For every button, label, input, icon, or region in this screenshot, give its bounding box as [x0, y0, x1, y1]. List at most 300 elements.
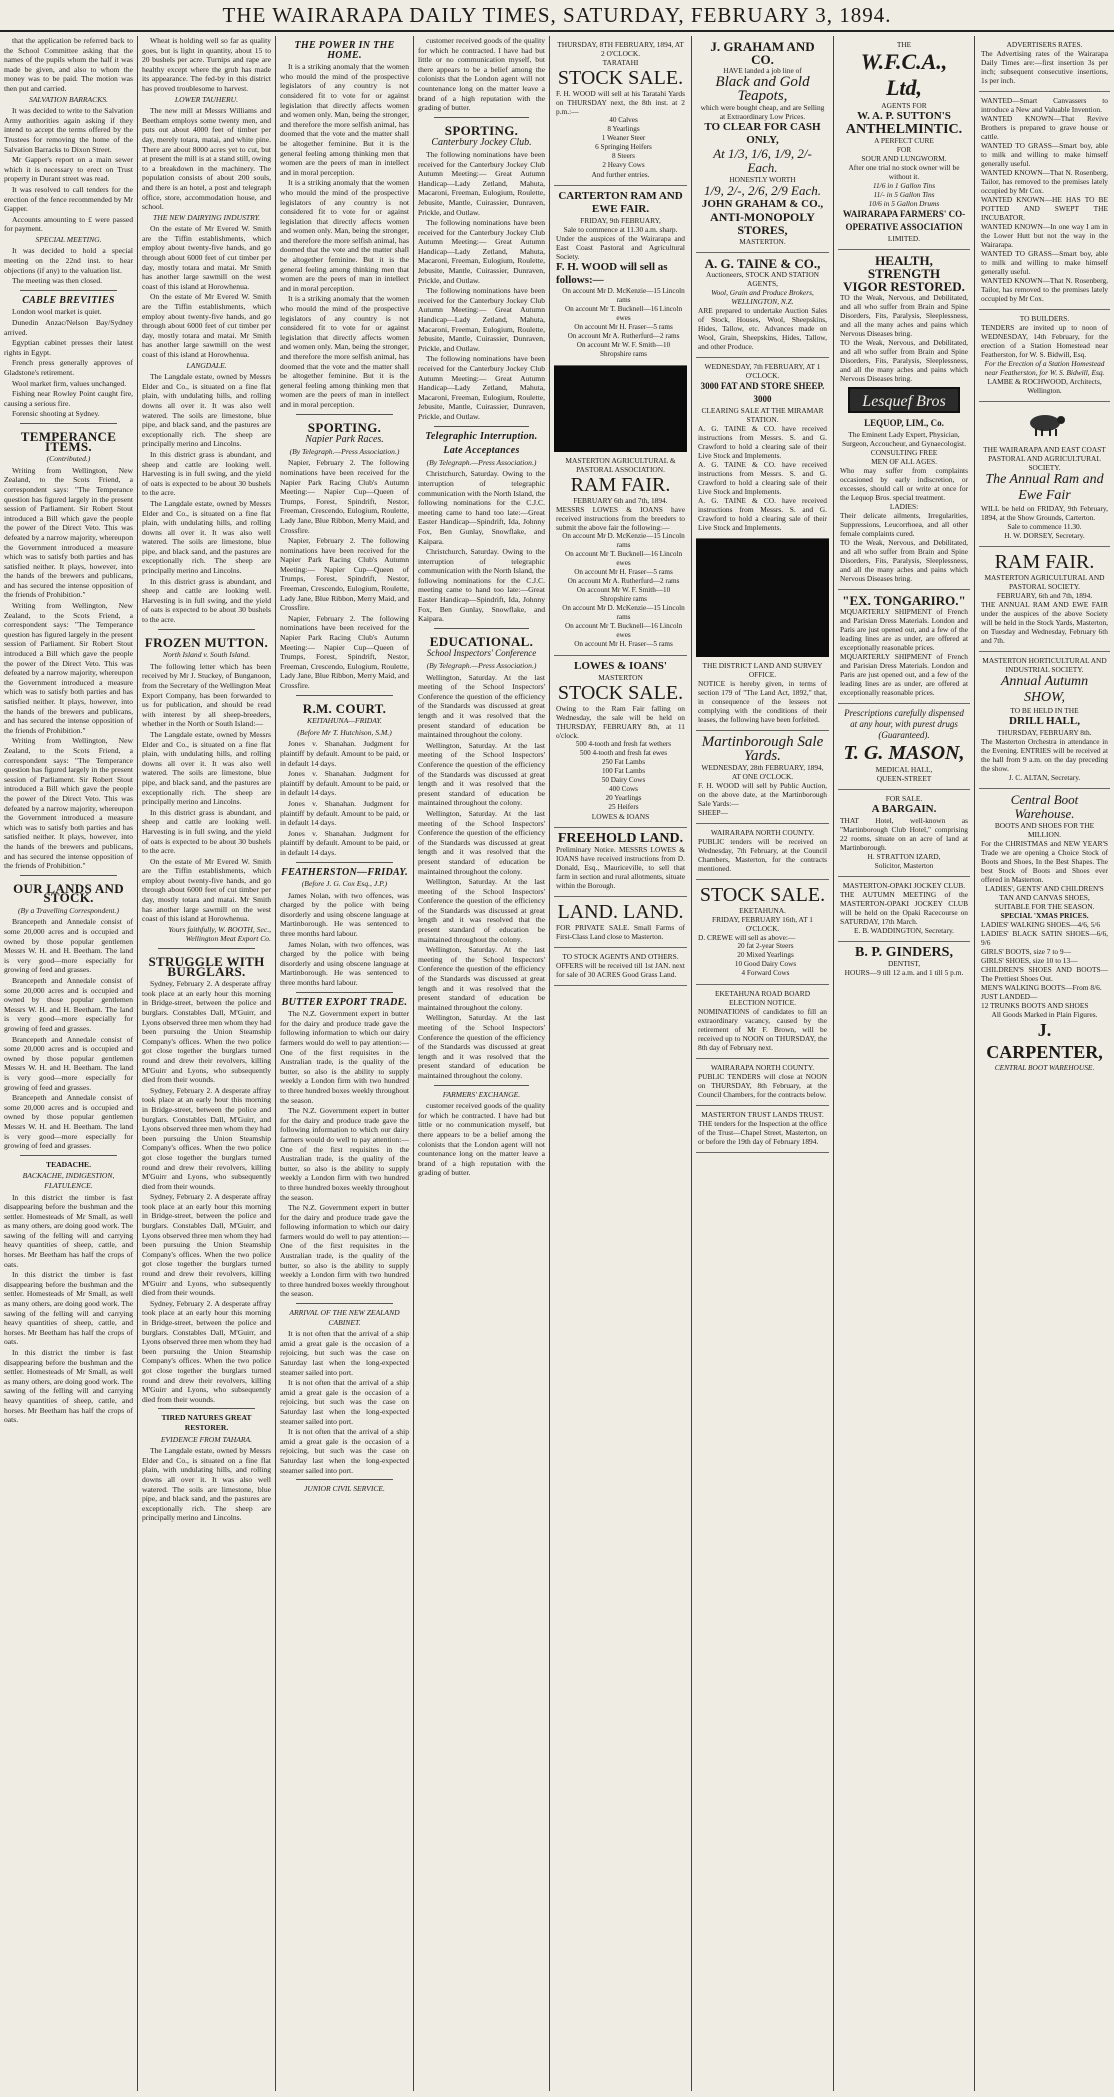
article-text: customer received goods of the quality for which he contracted. I have had but little or no communication myself, but there appears to be a belief among the colonists that the London agent will not countenance long on the matter leave a brand of a high reputation with the grading of butter. — [418, 1101, 545, 1178]
advert-carpenter — [979, 789, 1110, 1078]
advert-sign: LOWES & IOANS — [591, 812, 650, 821]
advert-product: ANTHELMINTIC. — [845, 122, 963, 137]
court-judge: (Before Mr T. Hutchison, S.M.) — [297, 727, 392, 737]
advert-title: T. G. MASON, — [843, 742, 965, 764]
advert-subtitle: LADIES', GENTS' AND CHILDREN'S TAN AND CANVAS SHOES, SUITABLE FOR THE SEASON. — [985, 883, 1104, 911]
lot-item: On account Mr D. McKenzie—15 Lincoln rams — [562, 604, 685, 621]
lot-item: 20 Yearlings — [605, 794, 642, 802]
lot-item: On account Mr H. Fraser—5 rams — [574, 640, 673, 648]
lot-item: 6 Springing Heifers — [595, 143, 652, 151]
advert-text: AGENTS FOR — [881, 101, 927, 110]
wanted-item: WANTED KNOWN—In one way I am in the Lower Hutt but not the way in the Wairarapa. — [981, 222, 1108, 249]
advert-text: A PERFECT CURE — [874, 136, 934, 145]
advert-masterton-ram-fair — [554, 452, 687, 656]
press-credit: (By Telegraph.—Press Association.) — [426, 661, 537, 671]
article-text: Forensic shooting at Sydney. — [12, 409, 100, 419]
article-heading: THE POWER IN THE HOME. — [294, 40, 395, 61]
advert-rates — [979, 36, 1110, 92]
advert-masterton-ram-fair-2 — [979, 547, 1110, 652]
advert-hotel-bargain — [838, 790, 970, 877]
advert-sign: J. C. ALTAN, Secretary. — [1008, 772, 1081, 782]
advert-carterton-ram-fair — [554, 186, 687, 366]
advert-text: MQUARTERLY SHIPMENT of French and Parisian Dress Materials. London and Paris are just opened out, and a few of the leading lines are as under, are offered at exceptionally reasonable prices. — [840, 607, 968, 652]
advert-text: PUBLIC TENDERS will close at NOON on THURSDAY, 8th February, at the Council Chambers, for the contracts below. — [698, 1072, 827, 1099]
lot-item: 50 Dairy Cows — [601, 776, 646, 784]
article-text: Wellington, Saturday. At the last meeting of the School Inspectors' Conference the question of the efficiency of the Standards was discussed at great length and it was resolved that the present standard of education be maintained throughout the colony. — [418, 808, 545, 876]
column-1 — [0, 36, 137, 2091]
lot-item: On account Mr D. McKenzie—15 Lincoln rams — [562, 532, 685, 549]
advert-subtitle: MASTERTON HORTICULTURAL AND INDUSTRIAL SOCIETY. — [982, 655, 1107, 674]
advert-text: F. H. WOOD will sell by Public Auction, on the above date, at the Martinborough Sale Yards:— — [698, 781, 827, 808]
advert-title: Annual Autumn SHOW, — [1000, 673, 1089, 705]
lot-item: 40 Calves — [609, 116, 638, 124]
advert-mason — [838, 704, 970, 790]
lot-item: On account Mr T. Bucknell—16 Lincoln ewes — [564, 550, 683, 567]
advert-sign: LIMITED. — [887, 234, 921, 243]
article-text: Wheat is holding well so far as quality goes, but is light in quantity, about 15 to 20 bushels per acre. Turnips and rape are healthy except where the grub has made its appearance. The fed-by in this district has proved troublesome to harvest. — [142, 36, 271, 93]
price-item: GIRLS' SHOES, size 10 to 13— — [981, 955, 1078, 965]
article-text: It was decided to write to the Salvation Army authorities again asking if they intend to accept the terms offered by the Trustees for removing the home of the Salvation Barracks to Dixon Street. — [4, 106, 133, 154]
article-text: The Langdale estate, owned by Messrs Elder and Co., is situated on a fine flat plain, with undulating hills, and rolling downs all over it. It was also well watered. The soils are limestone, blue pipe, and black sand, and the pastures are exceptionally rich. The sheep are principally merino and Lincolns. — [142, 498, 271, 576]
lot-item: On account Mr D. McKenzie—15 Lincoln rams — [562, 287, 685, 304]
divider — [296, 414, 393, 415]
column-6 — [692, 36, 833, 2091]
article-text: The Langdale estate, owned by Messrs Elder and Co., is situated on a fine flat plain, with undulating hills, and rolling downs all over it. It was also well watered. The soils are limestone, blue pipe, and black sand, and the pastures are exceptionally rich. The sheep are principally merino and Lincolns. — [142, 1446, 271, 1523]
advert-subtitle: MEN OF ALL AGES. — [871, 457, 937, 466]
column-4 — [414, 36, 549, 2091]
wanted-item: WANTED—Smart Canvassers to introduce a New and Valuable Invention. — [981, 96, 1108, 114]
advert-text: FOR — [896, 145, 912, 154]
advert-eketahuna-stock-sale — [696, 880, 829, 985]
advert-subtitle: TO STOCK AGENTS AND OTHERS. — [562, 952, 679, 961]
advert-title: "EX. TONGARIRO." — [842, 593, 966, 608]
divider — [20, 423, 117, 424]
advert-date: WEDNESDAY, 7th FEBRUARY, AT 1 O'CLOCK. — [704, 362, 821, 380]
section-heading: FARMERS' EXCHANGE. — [442, 1089, 521, 1099]
advert-title: J. GRAHAM AND CO. — [710, 39, 815, 67]
advert-location: TARATAHI — [602, 58, 639, 67]
lot-item: On account Mr W. F. Smith—10 Shropshire rams — [576, 341, 671, 358]
article-text: The N.Z. Government expert in butter for the dairy and produce trade gave the following information to which our dairy farmers would do well to pay attention:— One of the first requisites in the Australian trade, is the quality of the butter, so also is the ability to supply weekly a London firm with two hundred to three hundred boxes weekly throughout the season. — [280, 1203, 409, 1299]
article-text: The following letter which has been received by Mr J. Stuckey, of Bunganoon, from the Secretary of the Wellington Meat Export Company, has been forwarded to us for publication, and should be read with interest by all sheep-breeders, whether in the North or South Island:— — [142, 661, 271, 729]
advert-subtitle: SPECIAL 'XMAS PRICES. — [1000, 910, 1089, 920]
advert-land — [554, 897, 687, 948]
article-subheading: Canterbury Jockey Club. — [431, 137, 532, 149]
lot-item: 400 Cows — [609, 785, 638, 793]
advert-text: TO the Weak, Nervous, and Debilitated, and all who suffer from Brain and Spine Disorders, Fits, Paralysis, Sleeplessness, and all the many aches and pains which Nervous Diseases bring. — [840, 538, 968, 583]
divider — [158, 948, 255, 949]
advert-text: MQUARTERLY SHIPMENT of French and Parisian Dress Materials. London and Paris are just opened out, and a few of the leading lines are as under, are offered at exceptionally reasonable prices. — [840, 652, 968, 697]
article-text: Wellington, Saturday. At the last meeting of the School Inspectors' Conference the question of the efficiency of the Standards was discussed at great length and it was resolved that the present standard of education be maintained throughout the colony. — [418, 672, 545, 740]
article-subheading: North Island v. South Island. — [162, 650, 251, 660]
article-heading: STRUGGLE WITH BURGLARS. — [148, 954, 265, 979]
advert-title: RAM FAIR. — [994, 550, 1095, 573]
lot-item: On account Mr H. Fraser—5 rams — [574, 568, 673, 576]
advert-text: The Masterton Orchestra in attendance in the Evening. ENTRIES will be received at the hall from 9 a.m. on the day preceding the show. — [981, 736, 1108, 773]
advert-text: CONSULTING FREE — [870, 448, 938, 457]
article-text: Jones v. Shanahan. Judgment for plaintiff by default. Amount to be paid, or in default 14 days. — [280, 739, 409, 768]
advert-text: Their delicate ailments, Irregularities, Suppressions, Leucorrhoea, and all other female complaints cured. — [840, 511, 968, 538]
advert-subtitle: DENTIST, — [887, 959, 921, 968]
article-text: Napier, February 2. The following nominations have been received for the Napier Park Racing Club's Autumn Meeting:— Napier Cup—Queen of Trumps, Forest, Spindrift, Nestor, Freeman, Crescendo, Eulogium, Roulette, Lady Jane, Blue Ribbon, Merry Maid, and Crossfire. — [280, 458, 409, 535]
article-text: Dunedin Anzac/Nelson Bay/Sydney arrived. — [4, 318, 133, 337]
advert-subheading: EVIDENCE FROM TAHARA. — [160, 1434, 253, 1444]
divider — [434, 1085, 529, 1086]
article-text: It was resolved to call tenders for the erection of the fence recommended by Mr Gapper. — [4, 184, 133, 214]
advert-title: RAM FAIR. — [570, 474, 671, 496]
article-text: On the estate of Mr Evered W. Smith are the Tiffin establishments, which employ about twenty-five hands, and go through about 6000 feet of cut timber per day, mostly totara and matai. Mr Smith has another large sawmill on the west coast of this island at Horowhenua. — [142, 224, 271, 291]
advert-subtitle: THE WAIRARAPA AND EAST COAST PASTORAL AND AGRICULTURAL SOCIETY. — [983, 444, 1106, 472]
article-text: Jones v. Shanahan. Judgment for plaintiff by default. Amount to be paid, or in default 14 days. — [280, 769, 409, 798]
article-text: Wellington, Saturday. At the last meeting of the School Inspectors' Conference the question of the efficiency of the Standards was discussed at great length and it was resolved that the present standard of education be maintained throughout the colony. — [418, 877, 545, 944]
divider — [296, 1479, 393, 1480]
divider — [434, 117, 529, 118]
advert-prices: 1/9, 2/-, 2/6, 2/9 Each. — [704, 183, 821, 198]
advert-subtitle: MASTERTON TRUST LANDS TRUST. — [701, 1110, 824, 1119]
divider — [20, 1155, 117, 1156]
advert-ram-ewe-fair — [979, 402, 1110, 547]
advert-text: TENDERS are invited up to noon of WEDNESDAY, 14th February, for the erection of a Station Homestead near Featherston, for W. S. Bidwill, Esq. — [981, 323, 1108, 359]
advert-text: And further entries. — [591, 170, 650, 179]
wanted-item: WANTED TO GRASS—Smart boy, able to milk and willing to make himself generally useful. — [981, 249, 1108, 276]
divider — [158, 629, 255, 630]
advert-text: THE ANNUAL RAM AND EWE FAIR under the auspices of the above Society will be held in the Stock Yards, Masterton, on Tuesday and Wednesday, February 6th and 7th. — [981, 599, 1108, 645]
advert-subtitle: Auctioneers, STOCK AND STATION AGENTS, — [706, 270, 819, 288]
section-heading: ARRIVAL OF THE NEW ZEALAND CABINET. — [289, 1308, 400, 1327]
advert-subheading: BACKACHE, INDIGESTION, FLATULENCE. — [22, 1171, 115, 1190]
wanted-item: WANTED KNOWN—That N. Rosenberg, Tailor, has removed to the premises lately occupied by Mr Cox. — [981, 276, 1108, 303]
article-text: James Nolan, with two offences, was charged by the police with being disorderly and using obscene language at Martinborough. He was sentenced to three months hard labour. — [280, 939, 409, 988]
article-text: The following nominations have been received for the Canterbury Jockey Club Autumn Meeting:— Great Autumn Handicap—Lady Zetland, Mahuta, Macaroni, Freeman, Eulogium, Roulette, Jebusite, Mantle, Cuirassier, Dunraven, Prickle, and Outlaw. — [418, 218, 545, 285]
lot-item: 25 Heifers — [608, 803, 639, 811]
advert-text: For the Erection of a Station Homestead near Featherston, for W. S. Bidwill, Esq. — [984, 359, 1105, 377]
logo-text: Lesquef Bros — [862, 393, 946, 410]
section-heading: LANGDALE. — [186, 360, 227, 370]
advert-text: THAT Hotel, well-known as "Martinborough Club Hotel," comprising 22 rooms, situate on an acre of land at Martinborough. — [840, 816, 968, 852]
price-item: LADIES' WALKING SHOES—4/6, 5/6 — [981, 919, 1101, 929]
lot-item: On account Mr H. Fraser—5 rams — [574, 323, 673, 331]
advert-subtitle: Wool, Grain and Produce Brokers, WELLINGTON, N.Z. — [711, 288, 814, 306]
advert-text: ARE prepared to undertake Auction Sales of Stock, Houses, Wool, Sheepskins, Hides, Tallow, etc. Advances made on Wool, Grain, Sheepskins, Hides, Tallow, and other Produce. — [698, 306, 827, 351]
divider — [20, 875, 117, 876]
lot-item: 250 Fat Lambs — [601, 758, 646, 766]
advert-title: STOCK SALE. — [699, 884, 826, 906]
advert-title: The Annual Ram and Ewe Fair — [985, 471, 1104, 503]
advert-county-tenders — [696, 824, 829, 880]
advert-date: WEDNESDAY, 28th FEBRUARY, 1894, AT ONE O'CLOCK. — [701, 763, 824, 781]
section-heading: THE NEW DAIRYING INDUSTRY. — [152, 212, 261, 222]
divider — [296, 862, 393, 863]
advert-text: which were bought cheap, and are Selling at Extraordinary Low Prices. — [700, 103, 825, 121]
advert-offers — [554, 948, 687, 986]
article-heading: CABLE BREVITIES — [22, 294, 115, 306]
masthead — [0, 0, 1114, 32]
advert-text: A. G. TAINE & CO. have received instructions from Messrs. S. and G. Crawford to hold a clearing sale of their Live Stock and Implements. — [698, 460, 827, 496]
advert-text: SOUR AND LUNGWORM. — [861, 154, 947, 163]
article-text: The N.Z. Government expert in butter for the dairy and produce trade gave the following information to which our dairy farmers would do well to pay attention:— One of the first requisites in the Australian trade, is the quality of the butter, so also is the ability to supply weekly a London firm with two hundred to three hundred boxes weekly throughout the season. — [280, 1106, 409, 1202]
article-text: London wool market is quiet. — [12, 307, 102, 317]
article-text: In this district the timber is fast disappearing before the bushman and the settler. Homesteads of Mr Small, as well as many others, are doing good work. The sawing of the felling will and carrying heavy quantities of sheep, cattle, and horses. Mr Beetham has half the crops of oats. — [4, 1192, 133, 1269]
wanted-item: WANTED KNOWN—That N. Rosenberg, Tailor, has removed to the premises lately occupied by Mr Cox. — [981, 168, 1108, 195]
section-heading: SALVATION BARRACKS. — [28, 94, 109, 104]
article-text: Christchurch, Saturday. Owing to the interruption of telegraphic communication with the North Island, the following nominations for the C.J.C. meeting came to hand too late:—Great Easter Handicap—Spindrift, Ida, Johnny Fox, Ben Gunlay, Snowflake, and Kaipara. — [418, 547, 545, 624]
article-text: Brancepeth and Annedale consist of some 20,000 acres and is occupied and owned by those popular gentlemen Messrs W. H. and H. Beetham. The land is very good—more especially for growing of feed and grasses. — [4, 976, 133, 1033]
article-text: In this district grass is abundant, and sheep and cattle are looking well. Harvesting is in full swing, and the yield of oats is expected to be about 30 bushels to the acre. — [142, 449, 271, 498]
advert-name: LOWES & IOANS' — [574, 660, 667, 672]
advert-sign: Solicitor, Masterton — [874, 861, 934, 870]
advert-sign: E. B. WADDINGTON, Secretary. — [853, 926, 955, 935]
article-text: It is a striking anomaly that the women who mould the mind of the prospective legislators of any country is not considered fit to vote for or against legislation that directly affects women and women only. Man, being the stronger, and therefore the more selfish animal, has doomed that the vote and the matter shall be altogether feminine. But it is the general feeling among thinking men that women are the peers of man in intellect and in moral perception. — [280, 294, 409, 409]
lot-item: On account Mr A. Rutherfurd—2 rams — [567, 332, 680, 340]
article-text: The following nominations have been received for the Canterbury Jockey Club Autumn Meeting:— Great Autumn Handicap—Lady Zetland, Mahuta, Macaroni, Freeman, Eulogium, Roulette, Jebusite, Mantle, Cuirassier, Dunraven, Prickle, and Outlaw. — [418, 354, 545, 421]
article-heading: FROZEN MUTTON. — [144, 634, 269, 650]
advert-subtitle: MASTERTON AGRICULTURAL AND PASTORAL SOCIETY. — [984, 572, 1105, 591]
advert-feature: Black and Gold Teapots, — [715, 74, 810, 104]
article-text: Wellington, Saturday. At the last meeting of the School Inspectors' Conference the question of the efficiency of the Standards was discussed at great length and it was resolved that the present standard of education be maintained throughout the colony. — [418, 945, 545, 1012]
article-text: Christchurch, Saturday. Owing to the interruption of telegraphic communication with the North Island, the following nominations for the C.J.C. meeting came to hand too late:—Great Easter Handicap—Spindrift, Ida, Johnny Fox, Ben Gunlay, Snowflake, and Kaipara. — [418, 469, 545, 546]
advert-heading: TIRED NATURES GREAT RESTORER. — [161, 1413, 252, 1432]
advert-subtitle: SHEEP— — [698, 808, 728, 817]
article-heading: SPORTING. — [307, 419, 382, 435]
column-7 — [834, 36, 974, 2091]
article-text: that the application be referred back to the School Committee asking that the names of the pupils whom the half it was made be given, and also to whom the money was to be paid. The motion was then put and carried. — [4, 36, 133, 93]
advert-jockey-club — [838, 877, 970, 942]
advert-text: Owing to the Ram Fair falling on Wednesday, the sale will be held on THURSDAY, FEBRUARY 8th, at 11 o'clock. — [556, 704, 685, 740]
advert-text: F. H. WOOD will sell at his Taratahi Yards on THURSDAY next, the 8th inst. at 2 p.m.:— — [556, 89, 685, 116]
advert-text: HAVE landed a job line of — [723, 66, 802, 75]
lot-item: 4 Forward Cows — [741, 969, 790, 977]
article-text: The following nominations have been received for the Canterbury Jockey Club Autumn Meeting:— Great Autumn Handicap—Lady Zetland, Mahuta, Macaroni, Freeman, Eulogium, Roulette, Jebusite, Mantle, Cuirassier, Dunraven, Prickle, and Outlaw. — [418, 286, 545, 353]
advert-subtitle: MASTERTON AGRICULTURAL & PASTORAL ASSOCIATION. — [565, 456, 676, 474]
article-subheading: School Inspectors' Conference — [426, 648, 537, 659]
article-text: It was decided to hold a special meeting on the 22nd inst. to hear objections (if any) to the valuation list. — [4, 246, 133, 275]
advert-wanted — [979, 92, 1110, 310]
wanted-item: WANTED KNOWN—HE HAS TO BE POTTED AND SWEPT THE INCUBATOR. — [981, 195, 1108, 222]
article-text: It is not often that the arrival of a ship amid a great gale is the occasion of a rejoicing, but such was the case on Saturday last when the long-expected steamer sailed into port. — [280, 1427, 409, 1475]
article-text: The N.Z. Government expert in butter for the dairy and produce trade gave the following information to which our dairy farmers would do well to pay attention:— One of the first requisites in the Australian trade, is the quality of the butter, so also is the ability to supply weekly a London firm with two hundred to three hundred boxes weekly throughout the season. — [280, 1009, 409, 1105]
advert-graham — [696, 36, 829, 253]
article-text: It is a striking anomaly that the women who mould the mind of the prospective legislators of any country is not considered fit to vote for or against legislation that directly affects women and women only. Man, being the stronger, and therefore the more selfish animal, has doomed that the vote and the matter shall be altogether feminine. But it is the general feeling among thinking men that women are the peers of man in intellect and in moral perception. — [280, 62, 409, 177]
article-text: French press generally approves of Gladstone's retirement. — [4, 358, 133, 377]
article-text: Accounts amounting to £ were passed for payment. — [4, 214, 133, 234]
advert-venue: DRILL HALL, — [1009, 714, 1080, 727]
lot-item: 20 fat 2-year Steers — [737, 942, 794, 950]
article-text: Sydney, February 2. A desperate affray took place at an early hour this morning in Bridge-street, between the police and burglars. Constables Dall, M'Guirr, and Lyons observed three men whom they had been pursuing the Union Steamship Company's offices. When the two police got close together the burglars turned round and drew their revolvers, killing M'Guirr and Lyons, who subsequently died from their wounds. — [142, 1085, 271, 1191]
price-item: LADIES' BLACK SATIN SHOES—6/6, 9/6 — [981, 928, 1108, 947]
advert-text: Prescriptions carefully dispensed at any hour, with purest drugs (Guaranteed). — [844, 708, 964, 740]
advert-autumn-show — [979, 652, 1110, 789]
article-text: Brancepeth and Annedale consist of some 20,000 acres and is occupied and owned by those popular gentlemen Messrs W. H. and H. Beetham. The land is very good—more especially for growing of feed and grasses. — [4, 917, 133, 975]
advert-sign: J. CARPENTER, — [986, 1019, 1103, 1062]
advert-text: The Eminent Lady Expert, Physician, Surgeon, Accoucheur, and Gynaecologist. — [842, 430, 966, 448]
article-text: Mr Gapper's report on a main sewer which it is necessary to erect on Trust property in Durant street was read. — [4, 155, 133, 184]
advert-text: After one trial no stock owner will be without it. — [848, 163, 960, 181]
advert-text: A. G. TAINE & CO. have received instructions from Messrs. S. and G. Crawford to hold a clearing sale of their Live Stock and Implements. — [698, 496, 827, 532]
advert-subtitle: BOOTS AND SHOES FOR THE MILLION. — [994, 820, 1095, 839]
advert-title: Central Boot Warehouse. — [1010, 791, 1079, 821]
article-text: Sydney, February 2. A desperate affray took place at an early hour this morning in Bridge-street, between the police and burglars. Constables Dall, M'Guirr, and Lyons observed three men whom they had been pursuing the Union Steamship Company's offices. When the two police got close together the burglars turned round and drew their revolvers, killing M'Guirr and Lyons, who subsequently died from their wounds. — [142, 1192, 271, 1298]
article-text: The following nominations have been received for the Canterbury Jockey Club Autumn Meeting:— Great Autumn Handicap—Lady Zetland, Mahuta, Macaroni, Freeman, Eulogium, Roulette, Jebusite, Mantle, Cuirassier, Dunraven, Prickle, and Outlaw. — [418, 149, 545, 217]
advert-land-office — [696, 657, 829, 731]
advert-title: A BARGAIN. — [871, 803, 937, 815]
advert-subtitle: WAIRARAPA NORTH COUNTY. — [710, 1063, 815, 1072]
divider — [296, 1303, 393, 1304]
advert-builders — [979, 310, 1110, 402]
advert-subtitle: WAIRARAPA NORTH COUNTY. — [710, 828, 815, 837]
advert-date: FEBRUARY 6th and 7th, 1894. — [573, 496, 668, 505]
advert-text: Preliminary Notice. MESSRS LOWES & IOANS have received instructions from D. Donald, Esq., Mauriceville, to sell that farm in section and rural allotments, situate within the Borough. — [556, 845, 685, 890]
advert-text: THE AUTUMN MEETING of the MASTERTON-OPAKI JOCKEY CLUB will be held on the Opaki Racecourse on SATURDAY, 17th March. — [840, 890, 968, 926]
divider — [158, 1408, 255, 1409]
advert-title: STOCK SALE. — [557, 682, 684, 704]
advert-text: Under the auspices of the Wairarapa and East Coast Pastoral and Agricultural Society. — [556, 234, 685, 261]
advert-sign: LEQUOP, LIM., Co. — [864, 418, 944, 428]
blacked-out-region — [696, 539, 829, 657]
article-heading: OUR LANDS AND STOCK. — [13, 880, 124, 906]
advert-tongariro — [838, 590, 970, 704]
article-text: Jones v. Shanahan. Judgment for plaintiff by default. Amount to be paid, or in default 14 days. — [280, 798, 409, 828]
advert-text: TO the Weak, Nervous, and Debilitated, and all who suffer from Brain and Spine Disorders, Fits, Paralysis, Sleeplessness, and all the many aches and pains which Nervous Diseases bring. — [840, 293, 968, 338]
advert-text: All Goods Marked in Plain Figures. — [991, 1009, 1098, 1019]
article-text: Writing from Wellington, New Zealand, to the Scots Friend, a correspondent says: "The Temperance question has figured largely in the present session of Parliament. Sir Robert Stout introduced a Bill which gave the people the power of the Direct Veto. This was defeated by a narrow majority, whereupon the Government introduced a measure which was to satisfy both parties and has satisfied neither. It plays, however, into the hands of the brewers and publicans, and has secured the intense opposition of the friends of Prohibition." — [4, 601, 133, 735]
advert-sign: H. STRATTON IZARD, — [867, 852, 941, 861]
press-credit: (By Telegraph.—Press Association.) — [289, 446, 400, 456]
article-text: Wool market firm, values unchanged. — [12, 378, 127, 388]
court-judge: (Before J. G. Cox Esq., J.P.) — [301, 879, 388, 889]
advert-subtitle: TO BUILDERS. — [1019, 314, 1070, 323]
advert-text: The Advertising rates of the Wairarapa Daily Times are:—first insertion 3s per inch; subsequent consecutive insertions, 1s per inch. — [981, 49, 1108, 85]
price-item: 11/- in 5 Gallon Tins — [873, 190, 935, 199]
advert-taratahi-stock-sale — [554, 36, 687, 186]
article-text: Napier, February 2. The following nominations have been received for the Napier Park Racing Club's Autumn Meeting:— Napier Cup—Queen of Trumps, Forest, Spindrift, Nestor, Freeman, Crescendo, Eulogium, Roulette, Lady Jane, Blue Ribbon, Merry Maid, and Crossfire. — [280, 613, 409, 690]
advert-text: For the CHRISTMAS and NEW YEAR'S Trade we are opening a Choice Stock of Boots and Shoes, In the Best Shapes. The best Stock of Boots and Shoes ever offered in Masterton. — [981, 838, 1108, 884]
advert-heading: TEADACHE. — [46, 1159, 91, 1169]
article-heading: EDUCATIONAL. — [429, 633, 534, 649]
advert-health — [838, 250, 970, 590]
article-text: customer received goods of the quality for which he contracted. I have had but little or no communication myself, but there appears to be a belief among the colonists that the London agent will not countenance long on the matter leave a brand of a high reputation with the grading of butter. — [418, 36, 545, 113]
advert-miramar-sale — [696, 358, 829, 539]
advert-location: MASTERTON — [598, 673, 643, 682]
article-subheading: (By a Travelling Correspondent.) — [18, 905, 119, 915]
price-item: JUST LANDED— — [981, 991, 1038, 1001]
article-text: James Nolan, with two offences, was charged by the police with being disorderly and using obscene language at Martinborough. He was sentenced to three months hard labour. — [280, 890, 409, 939]
article-text: Brancepeth and Annedale consist of some 20,000 acres and is occupied and owned by those popular gentlemen Messrs W. H. and H. Beetham. The land is very good—more especially for growing of feed and grasses. — [4, 1093, 133, 1151]
advert-subtitle: EKETAHUNA ROAD BOARD ELECTION NOTICE. — [714, 989, 811, 1007]
advert-text: NOMINATIONS of candidates to fill an extraordinary vacancy, caused by the retirement of Mr F. Brown, will be received up to NOON on THURSDAY, the 8th day of February next. — [698, 1007, 827, 1052]
lot-item: On account Mr W. F. Smith—10 Shropshire rams — [576, 586, 671, 603]
article-heading: R.M. COURT. — [302, 700, 387, 716]
advert-subtitle: MEDICAL HALL, — [875, 765, 933, 774]
article-text: In this district grass is abundant, and sheep and cattle are looking well. Harvesting is in full swing, and the yield of oats is expected to be about 30 bushels to the acre. — [142, 807, 271, 856]
lot-item: 2 Heavy Cows — [602, 161, 645, 169]
advert-text: NOTICE is hereby given, in terms of section 179 of "The Land Act, 1892," that, in consequence of the lessees not complying with the conditions of their leases, the following have been forfeited. — [698, 679, 827, 724]
advert-text: TO the Weak, Nervous, and Debilitated, and all who suffer from Brain and Spine Disorders, Fits, Paralysis, Sleeplessness, and all the many aches and pains which Nervous Diseases bring. — [840, 338, 968, 383]
column-8 — [975, 36, 1114, 2091]
advert-title: B. P. GINDERS, — [855, 945, 953, 960]
advert-text: Sale to commence 11.30. — [1007, 521, 1082, 531]
advert-sign: ANTI-MONOPOLY STORES, — [710, 210, 815, 237]
advert-eketahuna-election — [696, 985, 829, 1059]
lot-item: 8 Yearlings — [607, 125, 640, 133]
article-text: Fishing near Rowley Point caught fire, causing a serious fire. — [4, 389, 133, 408]
advert-text: FOR PRIVATE SALE. Small Farms of First-Class Land close to Masterton. — [556, 923, 685, 941]
price-item: 12 TRUNKS BOOTS AND SHOES — [981, 1000, 1089, 1010]
article-heading: FEATHERSTON—FRIDAY. — [281, 866, 408, 878]
advert-title: STOCK SALE. — [557, 67, 684, 89]
advert-subtitle: LADIES: — [889, 502, 919, 511]
price-item: CHILDREN'S SHOES AND BOOTS—The Prettiest Shoes Out. — [981, 964, 1108, 983]
masthead-title: THE WAIRARAPA DAILY TIMES, SATURDAY, FEBRUARY 3, 1894. — [222, 3, 892, 27]
article-text: It is not often that the arrival of a ship amid a great gale is the occasion of a rejoicing, but such was the case on Saturday last when the long-expected steamer sailed into port. — [280, 1329, 409, 1377]
advert-freehold-land — [554, 828, 687, 897]
advert-title: CARTERTON RAM AND EWE FAIR. — [558, 190, 683, 215]
advert-text: MESSRS LOWES & IOANS have received instructions from the breeders to submit the above fair the following:— — [556, 505, 685, 532]
price-item: GIRLS' BOOTS, size 7 to 9— — [981, 946, 1072, 956]
article-text: The Langdale estate, owned by Messrs Elder and Co., is situated on a fine flat plain, with undulating hills, and rolling downs all over it. It was also well watered. The soils are limestone, blue pipe, and black sand, and the pastures are exceptionally rich. The sheep are principally merino and Lincolns. — [142, 372, 271, 449]
press-credit: (By Telegraph.—Press Association.) — [426, 457, 537, 467]
article-text: Brancepeth and Annedale consist of some 20,000 acres and is occupied and owned by those popular gentlemen Messrs W. H. and H. Beetham. The land is very good—more especially for growing of feed and grasses. — [4, 1034, 133, 1092]
advert-text: D. CREWE will sell as above:— — [698, 933, 796, 942]
article-text: In this district the timber is fast disappearing before the bushman and the settler. Homesteads of Mr Small, as well as many others, are doing good work. The sawing of the felling will and carrying heavy quantities of sheep, cattle, and horses. Mr Beetham has half the crops of oats. — [4, 1348, 133, 1425]
advert-text: OFFERS will be received till 1st JAN. next for sale of 30 ACRES Good Grass Land. — [556, 961, 685, 979]
lot-item: On account Mr T. Bucknell—16 Lincoln ewes — [564, 622, 683, 639]
section-heading: SPECIAL MEETING. — [35, 234, 102, 244]
advert-location: MASTERTON. — [739, 237, 786, 246]
section-heading: LOWER TAUHERU. — [174, 94, 239, 104]
advert-date: FRIDAY, FEBRUARY 16th, AT 1 O'CLOCK. — [711, 915, 814, 933]
price-item: 10/6 in 5 Gallon Drums — [868, 199, 940, 208]
article-heading: Telegraphic Interruption. — [425, 430, 538, 442]
advert-text: A. G. TAINE & CO. have received instructions from Messrs. S. and G. Crawford to hold a clearing sale of their Live Stock and Implements. — [698, 424, 827, 460]
lot-item: On account Mr A. Rutherfurd—2 rams — [567, 577, 680, 585]
lot-item: 10 Good Dairy Cows — [734, 960, 797, 968]
advert-title: FREEHOLD LAND. — [557, 831, 684, 846]
divider — [296, 695, 393, 696]
wanted-item: WANTED KNOWN—That Revive Brothers is prepared to grave house or cattle. — [981, 114, 1108, 141]
article-heading: Late Acceptances — [443, 445, 520, 457]
article-subheading: (Contributed.) — [46, 454, 91, 464]
article-text: The new mill at Messrs Williams and Beetham employs some twenty men, and puts out about 4000 feet of timber per day, merely totara, matai, and white pine. There are about 8000 acres yet to cut, but at present the mill is at a stand still, owing to a breakdown in the machinery. The population consists of about 200 souls, and there is an hotel, a post and telegraph office, store, accommodation house, and school. — [142, 106, 271, 212]
divider — [296, 992, 393, 993]
advert-subtitle: W. A. P. SUTTON'S — [857, 110, 951, 122]
advert-sign: LAMBE & ROCHWOOD, Architects, Wellington. — [987, 377, 1102, 395]
advert-text: Sale to commence at 11.30 a.m. sharp. — [563, 225, 678, 234]
article-text: Jones v. Shanahan. Judgment for plaintiff by default. Amount to be paid, or in default 14 days. — [280, 828, 409, 857]
article-text: In this district grass is abundant, and sheep and cattle are looking well. Harvesting is in full swing, and the yield of oats is expected to be about 30 bushels to the acre. — [142, 576, 271, 625]
advert-subtitle: TO CLEAR FOR CASH ONLY, — [704, 121, 821, 146]
advert-text: HOURS—9 till 12 a.m. and 1 till 5 p.m. — [844, 968, 964, 977]
advert-county-tenders-2 — [696, 1059, 829, 1106]
advert-prices: At 1/3, 1/6, 1/9, 2/- Each. — [713, 146, 812, 175]
advert-location: QUEEN-STREET — [876, 774, 932, 783]
article-text: On the estate of Mr Evered W. Smith are the Tiffin establishments, which employ about twenty-five hands, and go through about 6000 feet of cut timber per day, mostly totara and matai. Mr Smith has another large sawmill on the west coast of this island at Horowhenua. — [142, 856, 271, 924]
article-text: Sydney, February 2. A desperate affray took place at an early hour this morning in Bridge-street, between the police and burglars. Constables Dall, M'Guirr, and Lyons observed three men whom they had been pursuing the Union Steamship Company's offices. When the two police got close together the burglars turned round and drew their revolvers, killing M'Guirr and Lyons, who subsequently died from their wounds. — [142, 1298, 271, 1404]
signature: Yours faithfully, W. BOOTH, Sec., Wellington Meat Export Co. — [168, 924, 271, 944]
price-item: 11/6 in 1 Gallon Tins — [872, 181, 936, 190]
advert-date: FRIDAY, 9th FEBRUARY, — [580, 216, 661, 225]
advert-taine — [696, 253, 829, 358]
article-text: Egyptian cabinet presses their latest rights in Egypt. — [4, 338, 133, 357]
price-item: MEN'S WALKING BOOTS—From 8/6. — [981, 982, 1102, 992]
advert-title: 3000 FAT AND STORE SHEEP. 3000 — [700, 381, 825, 404]
article-text: It is a striking anomaly that the women who mould the mind of the prospective legislators of any country is not considered fit to vote for or against legislation that directly affects women and women only. Man, being the stronger, and therefore the more selfish animal, has doomed that the vote and the matter shall be altogether feminine. But it is the general feeling among thinking men that women are the peers of man in intellect and in moral perception. — [280, 178, 409, 293]
article-text: Wellington, Saturday. At the last meeting of the School Inspectors' Conference the question of the efficiency of the Standards was discussed at great length and it was resolved that the present standard of education be maintained throughout the colony. — [418, 740, 545, 808]
article-text: Writing from Wellington, New Zealand, to the Scots Friend, a correspondent says: "The Temperance question has figured largely in the present session of Parliament. Sir Robert Stout introduced a Bill which gave the people the power of the Direct Veto. This was defeated by a narrow majority, whereupon the Government introduced a measure which was to satisfy both parties and has satisfied neither. It plays, however, into the hands of the brewers and publicans, and has secured the intense opposition of the friends of Prohibition." — [4, 465, 133, 600]
advert-ginders — [838, 942, 970, 983]
lot-item: 1 Weaner Steer — [601, 134, 646, 142]
advert-text: THE tenders for the Inspection at the office of the Trust—Chapel Street, Masterton, on or before the 19th day of February 1894. — [698, 1119, 827, 1146]
sheep-icon — [1023, 410, 1067, 438]
